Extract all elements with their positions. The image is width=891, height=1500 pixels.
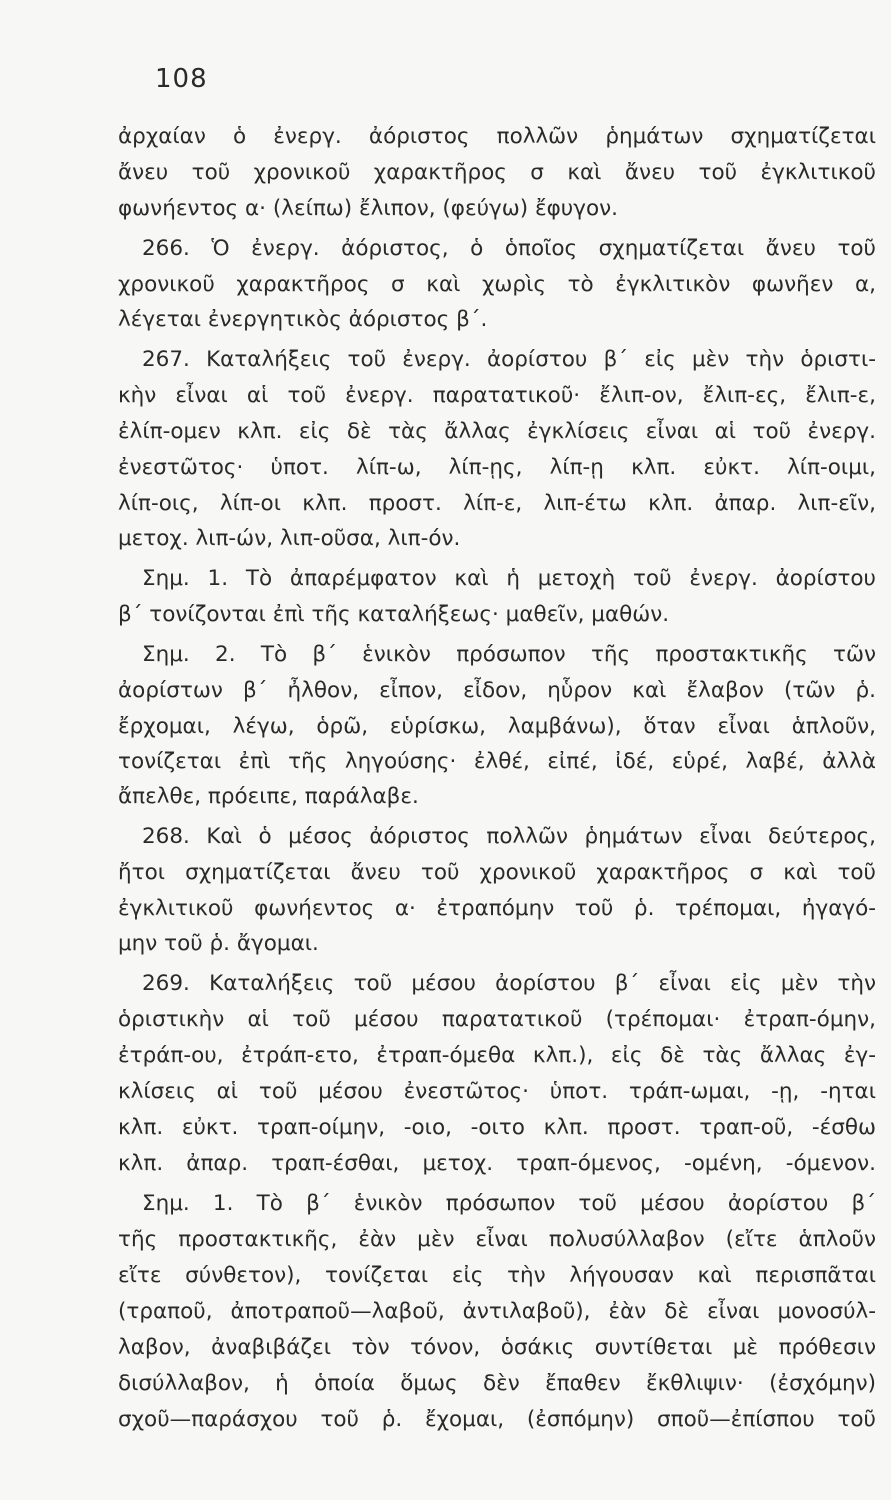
text-line: λέγεται ἐνεργητικὸς ἀόριστος β΄.	[118, 307, 488, 332]
text-line: λίπ-οις, λίπ-οι κλπ. προστ. λίπ-ε, λιπ-έτω κλπ. ἀπαρ. λιπ-εῖν,	[118, 491, 876, 516]
text-line: β΄ τονίζονται ἐπὶ τῆς καταλήξεως· μαθεῖν, μαθών.	[118, 602, 670, 627]
text-line: λαβον, ἀναβιβάζει τὸν τόνον, ὁσάκις συντίθεται μὲ πρόθεσιν	[118, 1335, 876, 1360]
text-line: κλπ. ἀπαρ. τραπ-έσθαι, μετοχ. τραπ-όμενος, -ομένη, -όμενον.	[118, 1151, 876, 1176]
paragraph-268-line: 268. Καὶ ὁ μέσος ἀόριστος πολλῶν ῥημάτων εἶναι δεύτερος,	[142, 824, 876, 849]
text-line: κὴν εἶναι αἱ τοῦ ἐνεργ. παρατατικοῦ· ἔλιπ-ον, ἔλιπ-ες, ἔλιπ-ε,	[118, 383, 876, 408]
note-1-line: Σημ. 1. Τὸ β΄ ἑνικὸν πρόσωπον τοῦ μέσου ἀορίστου β΄	[142, 1191, 876, 1216]
text-line: ἄνευ τοῦ χρονικοῦ χαρακτῆρος σ καὶ ἄνευ τοῦ ἐγκλιτικοῦ	[118, 160, 876, 185]
text-line: ἤτοι σχηματίζεται ἄνευ τοῦ χρονικοῦ χαρακτῆρος σ καὶ τοῦ	[118, 860, 876, 885]
text-line: κλίσεις αἱ τοῦ μέσου ἐνεστῶτος· ὑποτ. τράπ-ωμαι, -ῃ, -ηται	[118, 1079, 876, 1104]
text-line: ἐγκλιτικοῦ φωνήεντος α· ἐτραπόμην τοῦ ῥ. τρέπομαι, ἠγαγό-	[118, 896, 876, 921]
text-line: ἄπελθε, πρόειπε, παράλαβε.	[118, 784, 419, 809]
paragraph-269-line: 269. Καταλήξεις τοῦ μέσου ἀορίστου β΄ εἶναι εἰς μὲν τὴν	[142, 971, 876, 996]
note-2-line: Σημ. 2. Τὸ β΄ ἑνικὸν πρόσωπον τῆς προστακτικῆς τῶν	[142, 642, 876, 667]
paragraph-266-line: 266. Ὁ ἐνεργ. ἀόριστος, ὁ ὁποῖος σχηματίζεται ἄνευ τοῦ	[142, 236, 876, 261]
text-line: φωνήεντος α· (λείπω) ἔλιπον, (φεύγω) ἔφυγον.	[118, 196, 618, 221]
page-number: 108	[155, 64, 208, 94]
text-line: μην τοῦ ῥ. ἄγομαι.	[118, 931, 319, 956]
text-line: ὁριστικὴν αἱ τοῦ μέσου παρατατικοῦ (τρέπομαι· ἐτραπ-όμην,	[118, 1007, 876, 1032]
text-line: τονίζεται ἐπὶ τῆς ληγούσης· ἐλθέ, εἰπέ, ἰδέ, εὑρέ, λαβέ, ἀλλὰ	[118, 749, 876, 774]
text-line: (τραποῦ, ἀποτραποῦ—λαβοῦ, ἀντιλαβοῦ), ἐὰν δὲ εἶναι μονοσύλ-	[118, 1299, 876, 1324]
text-line: ἐτράπ-ου, ἐτράπ-ετο, ἐτραπ-όμεθα κλπ.), εἰς δὲ τὰς ἄλλας ἐγ-	[118, 1043, 876, 1068]
text-line: ἐλίπ-ομεν κλπ. εἰς δὲ τὰς ἄλλας ἐγκλίσεις εἶναι αἱ τοῦ ἐνεργ.	[118, 419, 876, 444]
text-line: ἀορίστων β΄ ἦλθον, εἶπον, εἶδον, ηὗρον καὶ ἔλαβον (τῶν ῥ.	[118, 678, 876, 703]
text-line: κλπ. εὐκτ. τραπ-οίμην, -οιο, -οιτο κλπ. προστ. τραπ-οῦ, -έσθω	[118, 1115, 876, 1140]
text-line: μετοχ. λιπ-ών, λιπ-οῦσα, λιπ-όν.	[118, 526, 461, 551]
text-line: σχοῦ—παράσχου τοῦ ῥ. ἔχομαι, (ἐσπόμην) σποῦ—ἐπίσπου τοῦ	[118, 1407, 876, 1432]
paragraph-267-line: 267. Καταλήξεις τοῦ ἐνεργ. ἀορίστου β΄ εἰς μὲν τὴν ὁριστι-	[142, 347, 876, 372]
text-line: τῆς προστακτικῆς, ἐὰν μὲν εἶναι πολυσύλλαβον (εἴτε ἁπλοῦν	[118, 1227, 876, 1252]
text-line: δισύλλαβον, ἡ ὁποία ὅμως δὲν ἔπαθεν ἔκθλιψιν· (ἐσχόμην)	[118, 1371, 876, 1396]
text-line: ἀρχαίαν ὁ ἐνεργ. ἀόριστος πολλῶν ῥημάτων σχηματίζεται	[118, 124, 876, 149]
text-line: ἐνεστῶτος· ὑποτ. λίπ-ω, λίπ-ῃς, λίπ-ῃ κλπ. εὐκτ. λίπ-οιμι,	[118, 455, 876, 480]
note-1-line: Σημ. 1. Τὸ ἀπαρέμφατον καὶ ἡ μετοχὴ τοῦ ἐνεργ. ἀορίστου	[142, 566, 876, 591]
text-line: εἴτε σύνθετον), τονίζεται εἰς τὴν λήγουσαν καὶ περισπᾶται	[118, 1263, 876, 1288]
text-line: ἔρχομαι, λέγω, ὁρῶ, εὑρίσκω, λαμβάνω), ὅταν εἶναι ἁπλοῦν,	[118, 714, 876, 739]
text-line: χρονικοῦ χαρακτῆρος σ καὶ χωρὶς τὸ ἐγκλιτικὸν φωνῆεν α,	[118, 272, 876, 297]
